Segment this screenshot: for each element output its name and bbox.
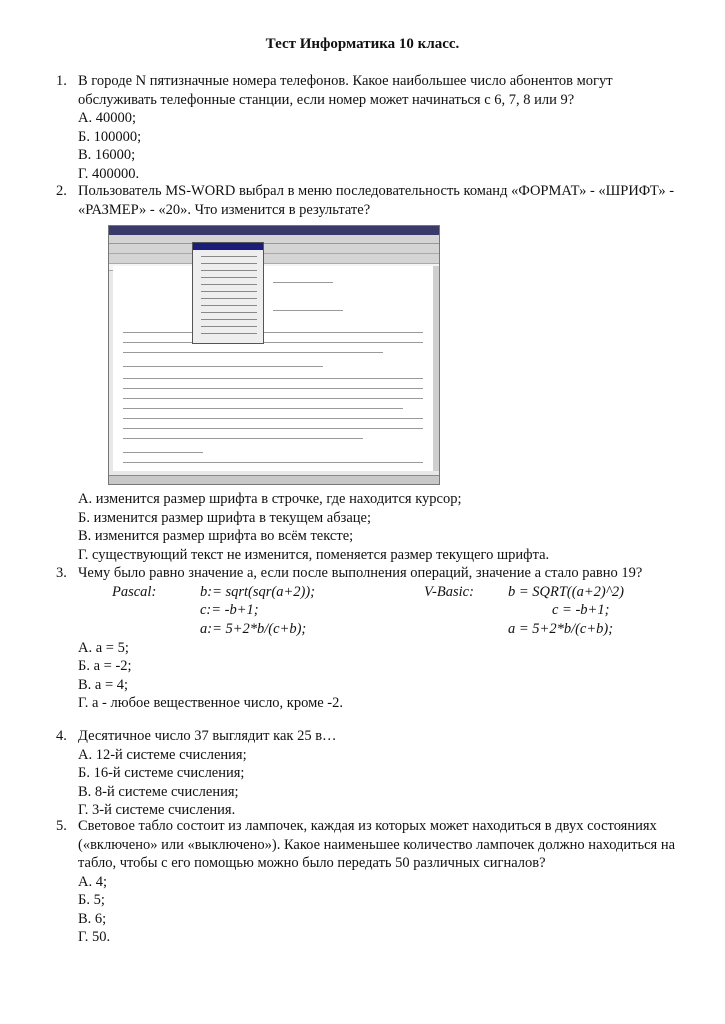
answer-option: В. 16000; (78, 147, 136, 163)
menu-bar (109, 235, 439, 244)
answer-option: Б. 5; (78, 892, 105, 908)
page-title: Тест Информатика 10 класс. (265, 36, 460, 52)
answer-option: А. 4; (78, 873, 107, 890)
answer-option: А. 40000; (78, 110, 136, 126)
answer-option: А. изменится размер шрифта в строчке, где находится курсор; (78, 491, 462, 507)
toolbar (109, 244, 439, 254)
question-text: Световое табло состоит из лампочек, каждая из которых может находиться в двух состояниях («включено» или «выключено»). Какое наименьшее количество лампочек должно находиться на табло, чтобы с его помощью можно было передать 50 различных сигналов? (78, 818, 676, 871)
answer-option: Г. 50. (78, 929, 111, 945)
question-3 (56, 564, 676, 713)
answer-option: Б. a = -2; (78, 658, 132, 674)
format-toolbar (109, 254, 439, 264)
answer-option: Г. существующий текст не изменится, поменяется размер текущего шрифта. (78, 546, 550, 563)
question-text: Пользователь MS-WORD выбрал в меню последовательность команд «ФОРМАТ» - «ШРИФТ» - «РАЗМЕР» - «20». Что изменится в результате? (78, 183, 675, 218)
answer-option: В. a = 4; (78, 676, 129, 693)
answer-option: В. 8-й системе счисления; (78, 783, 239, 800)
answer-option: Г. 3-й системе счисления. (78, 802, 236, 818)
question-2 (56, 182, 676, 219)
answer-option: Г. 400000. (78, 165, 140, 182)
answer-option: В. 6; (78, 910, 107, 927)
question-number: 3. (56, 565, 67, 581)
code-line: a:= 5+2*b/(c+b); (200, 620, 307, 637)
question-5 (56, 817, 676, 947)
question-text: Десятичное число 37 выглядит как 25 в… (78, 728, 337, 744)
question-4 (56, 727, 676, 820)
answer-option: Б. изменится размер шрифта в текущем абзаце; (78, 509, 372, 526)
format-menu-dropdown (192, 242, 264, 344)
question-number: 5. (56, 818, 67, 834)
code-line: b:= sqrt(sqr(a+2)); (200, 583, 316, 600)
answer-option: В. изменится размер шрифта во всём тексте; (78, 528, 354, 544)
code-line: a = 5+2*b/(c+b); (508, 620, 614, 637)
answer-option: Б. 16-й системе счисления; (78, 765, 245, 781)
answer-option: Г. a - любое вещественное число, кроме -2. (78, 695, 344, 711)
document-area (113, 266, 435, 471)
code-line: c:= -b+1; (200, 601, 259, 618)
question-number: 1. (56, 73, 67, 89)
answer-option: Б. 100000; (78, 128, 142, 145)
question-number: 4. (56, 728, 67, 744)
question-text: Чему было равно значение a, если после выполнения операций, значение a стало равно 19? (78, 565, 643, 581)
status-bar (109, 475, 439, 484)
code-line: b = SQRT((a+2)^2) (508, 583, 624, 600)
window-titlebar (109, 226, 439, 235)
question-2-answers (56, 490, 676, 564)
ms-word-screenshot (108, 225, 440, 485)
answer-option: А. 12-й системе счисления; (78, 746, 247, 763)
question-text: В городе N пятизначные номера телефонов. Какое наибольшее число абонентов могут обслуживать телефонные станции, если номер может начинаться с 6, 7, 8 или 9? (78, 73, 613, 108)
question-number: 2. (56, 183, 67, 199)
code-block (56, 583, 676, 639)
vertical-scrollbar (433, 266, 439, 471)
question-1 (56, 72, 676, 183)
answer-option: А. a = 5; (78, 639, 129, 656)
code-line: c = -b+1; (552, 601, 610, 618)
vbasic-label: V-Basic: (424, 583, 474, 600)
pascal-label: Pascal: (112, 583, 157, 600)
